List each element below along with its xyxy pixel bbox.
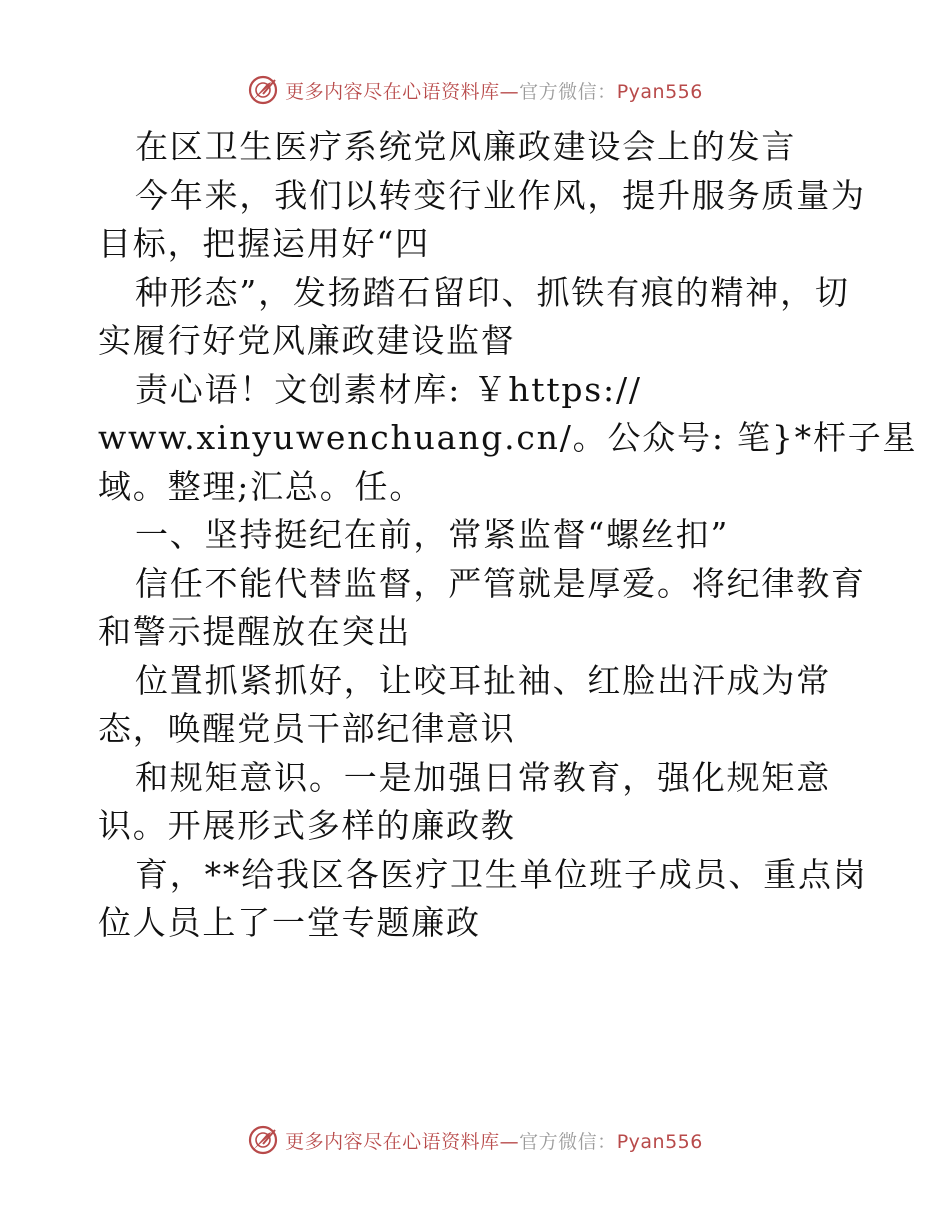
text-line: 信任不能代替监督，严管就是厚爱。将纪律教育 bbox=[135, 563, 866, 603]
text-line: 域。整理;汇总。任。 bbox=[98, 466, 425, 506]
text-line: 一、坚持挺纪在前，常紧监督“螺丝扣” bbox=[135, 515, 730, 554]
logo-icon bbox=[247, 74, 279, 106]
watermark-text bbox=[285, 77, 703, 104]
text-line: www.xinyuwenchuang.cn/。公众号: 笔}*杆子星 bbox=[98, 418, 918, 457]
watermark-dash: — bbox=[499, 1130, 520, 1153]
watermark-sub: 官方微信： bbox=[519, 80, 617, 103]
text-line: 位置抓紧抓好，让咬耳扯袖、红脸出汗成为常 bbox=[135, 660, 831, 700]
watermark-text bbox=[285, 1127, 703, 1154]
text-line: 态，唤醒党员干部纪律意识 bbox=[98, 709, 516, 748]
text-line: 实履行好党风廉政建设监督 bbox=[98, 321, 516, 360]
text-line: 今年来，我们以转变行业作风，提升服务质量为 bbox=[135, 175, 866, 215]
document-body bbox=[98, 123, 918, 948]
text-line: 位人员上了一堂专题廉政 bbox=[98, 903, 481, 942]
watermark-id: Pyan556 bbox=[616, 80, 703, 103]
text-line: 识。开展形式多样的廉政教 bbox=[98, 806, 516, 845]
watermark-main: 更多内容尽在心语资料库 bbox=[285, 1130, 500, 1153]
text-line: 种形态”，发扬踏石留印、抓铁有痕的精神，切 bbox=[135, 272, 850, 312]
footer-watermark bbox=[0, 1120, 950, 1160]
watermark-main: 更多内容尽在心语资料库 bbox=[285, 80, 500, 103]
text-line: 和警示提醒放在突出 bbox=[98, 612, 412, 651]
logo-icon bbox=[247, 1124, 279, 1156]
watermark-sub: 官方微信： bbox=[519, 1130, 617, 1153]
text-line: 目标，把握运用好“四 bbox=[98, 224, 430, 263]
watermark-dash: — bbox=[499, 80, 520, 103]
text-line: 和规矩意识。一是加强日常教育，强化规矩意 bbox=[135, 757, 831, 797]
text-line: 育，**给我区各医疗卫生单位班子成员、重点岗 bbox=[135, 854, 868, 894]
header-watermark bbox=[0, 70, 950, 110]
text-line: 在区卫生医疗系统党风廉政建设会上的发言 bbox=[135, 127, 797, 166]
watermark-id: Pyan556 bbox=[616, 1130, 703, 1153]
text-line: 责心语！文创素材库: ￥https:// bbox=[135, 369, 642, 409]
